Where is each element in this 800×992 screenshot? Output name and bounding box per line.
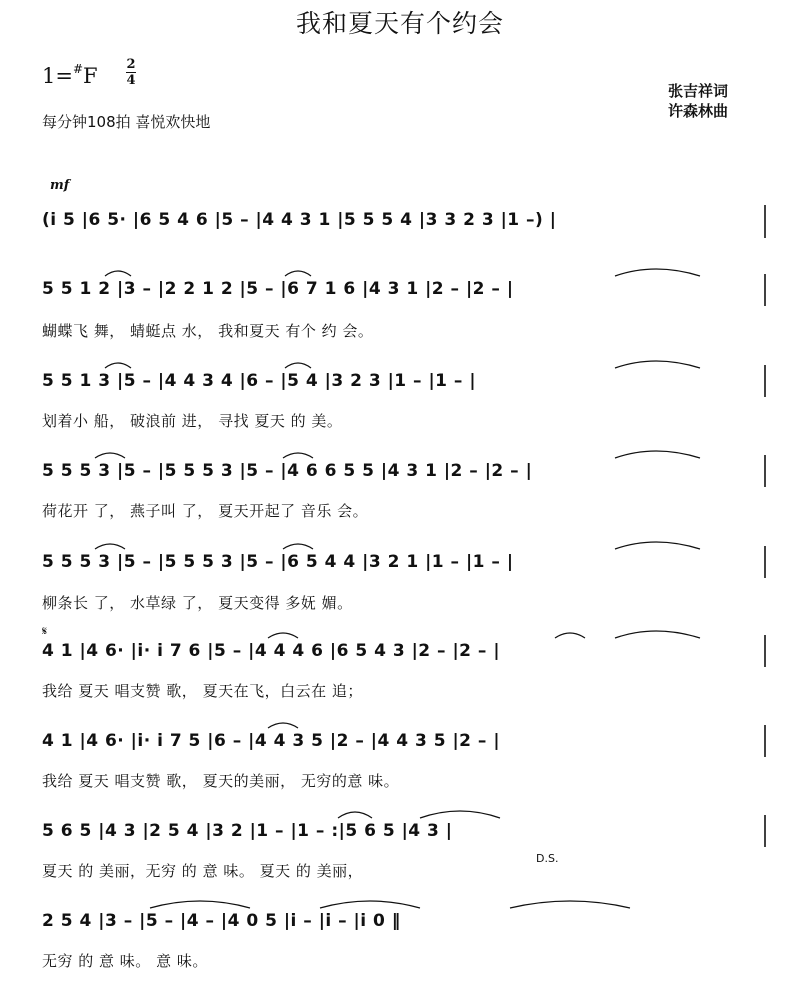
notation-line-8: 5 6 5 |4 3 |2 5 4 |3 2 |1 – |1 – :|5 6 5 |4 3 |	[42, 821, 453, 841]
slur	[268, 723, 298, 728]
notation-line-4: 5 5 5 3 |5 – |5 5 5 3 |5 – |4 6 6 5 5 |4 3 1 |2 – |2 – |	[42, 461, 533, 481]
slur	[95, 453, 125, 458]
slur	[268, 633, 298, 638]
slur	[105, 271, 131, 276]
notation-line-7: 4 1 |4 6· |i· i 7 5 |6 – |4 4 3 5 |2 – |4 4 3 5 |2 – |	[42, 731, 501, 751]
tie	[150, 901, 250, 908]
lyric-line-7: 我给 夏天 唱支赞 歌， 夏天的美丽， 无穷的意 味。	[42, 772, 400, 790]
lyric-line-8: 夏天 的 美丽，无穷 的 意 味。 夏天 的 美丽，	[42, 862, 364, 880]
time-top: 2	[126, 57, 136, 72]
tie	[615, 542, 700, 549]
tie	[615, 631, 700, 638]
lyric-line-6: 我给 夏天 唱支赞 歌， 夏天在飞，白云在 追；	[42, 682, 363, 700]
slur	[283, 544, 313, 549]
lyric-line-5: 柳条长 了， 水草绿 了， 夏天变得 多妩 媚。	[42, 594, 353, 612]
sharp-sign: #	[72, 62, 84, 76]
dynamic-marking: mf	[50, 178, 70, 193]
tie	[510, 901, 630, 908]
slur	[283, 453, 313, 458]
song-title: 我和夏天有个约会	[295, 9, 504, 38]
slur	[338, 812, 372, 818]
slur	[285, 363, 311, 368]
tie	[320, 901, 420, 908]
lyricist-credit: 张吉祥词	[668, 82, 729, 100]
tie	[615, 451, 700, 458]
tie	[420, 811, 500, 818]
key-prefix: 1=	[42, 64, 73, 88]
lyric-line-4: 荷花开 了， 燕子叫 了， 夏天开起了 音乐 会。	[42, 502, 369, 520]
lyric-line-3: 划着小 船， 破浪前 进， 寻找 夏天 的 美。	[42, 412, 343, 430]
tempo-marking: 每分钟108拍 喜悦欢快地	[42, 113, 211, 131]
composer-credit: 许森林曲	[668, 102, 729, 120]
notation-line-9: 2 5 4 |3 – |5 – |4 – |4 0 5 |i – |i – |i 0 ‖	[42, 911, 401, 931]
lyric-line-9: 无穷 的 意 味。 意 味。	[42, 952, 208, 970]
tie	[615, 269, 700, 276]
slur	[105, 363, 131, 368]
notation-line-3: 5 5 1 3 |5 – |4 4 3 4 |6 – |5 4 |3 2 3 |1 – |1 – |	[42, 371, 477, 391]
key-note: F	[83, 64, 98, 88]
time-bottom: 4	[126, 73, 136, 88]
slur	[95, 544, 125, 549]
notation-line-1: (i 5 |6 5· |6 5 4 6 |5 – |4 4 3 1 |5 5 5 4 |3 3 2 3 |1 –) |	[42, 210, 557, 230]
notation-line-2: 5 5 1 2 |3 – |2 2 1 2 |5 – |6 7 1 6 |4 3 1 |2 – |2 – |	[42, 279, 514, 299]
slur	[555, 633, 585, 638]
segno-sign: 𝄋	[42, 624, 48, 638]
lyric-line-2: 蝴蝶飞 舞， 蜻蜓点 水， 我和夏天 有个 约 会。	[42, 322, 374, 340]
ds-marking: D.S.	[536, 852, 559, 865]
slur	[285, 271, 311, 276]
notation-line-6: 4 1 |4 6· |i· i 7 6 |5 – |4 4 4 6 |6 5 4 3 |2 – |2 – |	[42, 641, 501, 661]
notation-line-5: 5 5 5 3 |5 – |5 5 5 3 |5 – |6 5 4 4 |3 2 1 |1 – |1 – |	[42, 552, 514, 572]
tie	[615, 361, 700, 368]
